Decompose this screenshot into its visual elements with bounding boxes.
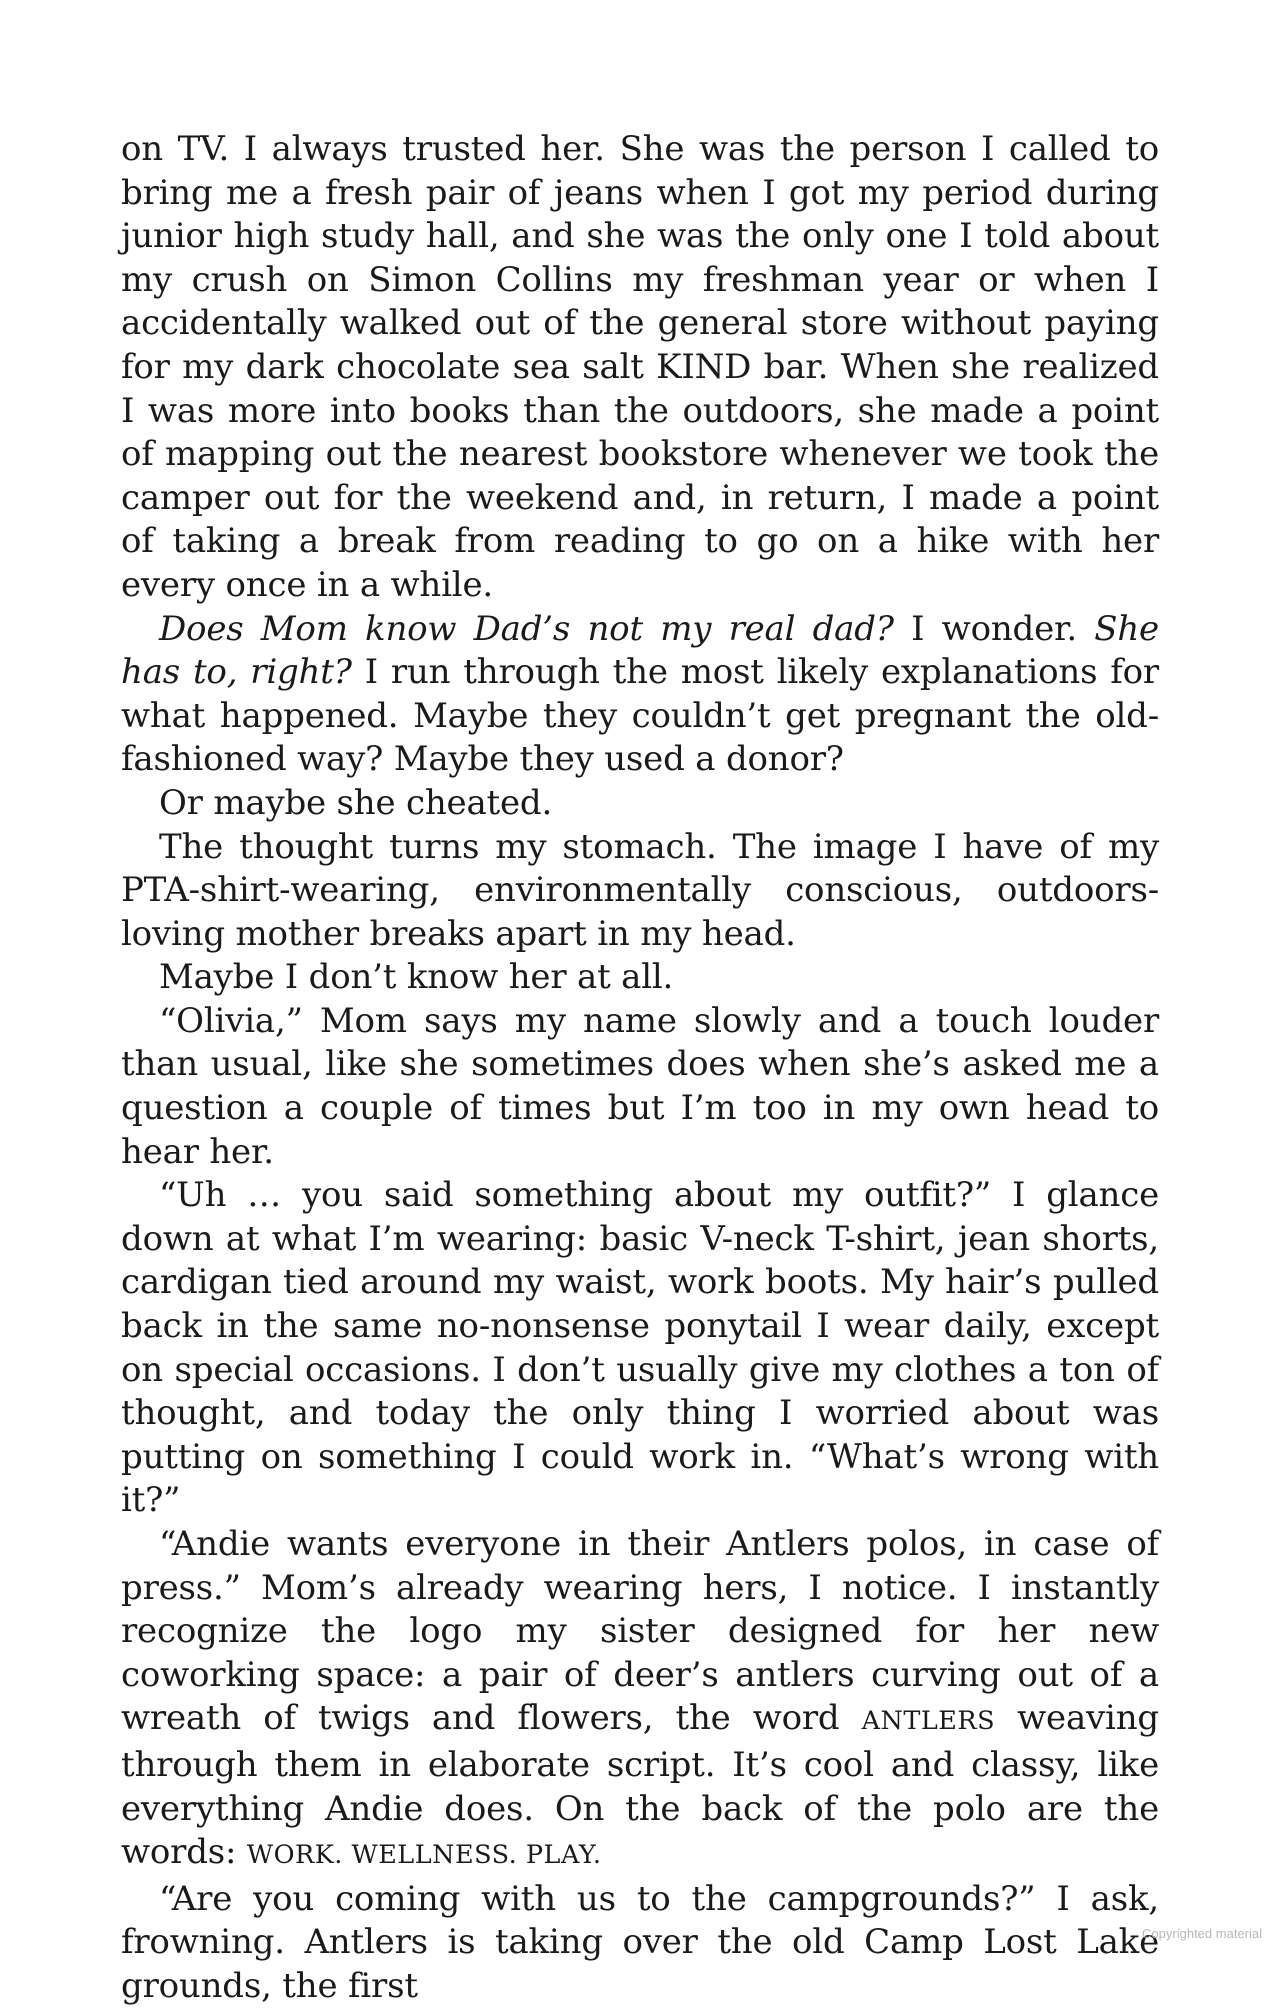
text-run: “Uh … you said something about my outfit?” I glance down at what I’m wearing: basic V-neck T-shirt, jean shorts, cardigan tied around my waist, work boots. My hair’s pulled back in the same no-nonsense ponytail I wear daily, except on special occasions. I don’t usually give my clothes a ton of thought, and today the only thing I worried about was putting on something I could work in. “What’s wrong with it?” [121,1175,1159,1521]
paragraph [121,608,1159,782]
text-run: on TV. I always trusted her. She was the person I called to bring me a fresh pair of jeans when I got my period during junior high study hall, and she was the only one I told about my crush on Simon Collins my freshman year or when I accidentally walked out of the general store without paying for my dark chocolate sea salt KIND bar. When she realized I was more into books than the outdoors, she made a point of mapping out the nearest bookstore whenever we took the camper out for the weekend and, in return, I made a point of taking a break from reading to go on a hike with her every once in a while. [121,129,1159,605]
text-run: “Olivia,” Mom says my name slowly and a touch louder than usual, like she sometimes does when she’s asked me a question a couple of times but I’m too in my own head to hear her. [121,1000,1159,1172]
text-run: weaving through them in elaborate script. It’s cool and classy, like everything Andie does. On the back of the polo are the words: [121,1698,1159,1873]
copyright-notice: Copyrighted material [1142,1926,1262,1941]
paragraph [121,956,1159,1000]
book-page-body [121,128,1159,2009]
italic-text-run: Does Mom know Dad’s not my real dad? [159,608,894,649]
smallcaps-text-run: WORK. WELLNESS. PLAY. [246,1840,602,1871]
paragraph [121,128,1159,608]
smallcaps-text-run: ANTLERS [861,1706,996,1737]
text-run: I wonder. [893,608,1095,649]
text-run: Maybe I don’t know her at all. [159,957,674,998]
paragraph [121,1878,1159,2009]
italic-text-run: She has to, right? [121,608,1159,693]
text-run: I run through the most likely explanations for what happened. Maybe they couldn’t get pregnant the old-fashioned way? Maybe they used a donor? [121,652,1159,780]
paragraph [121,782,1159,826]
text-run: The thought turns my stomach. The image I have of my PTA-shirt-wearing, environmentally conscious, outdoors-loving mother breaks apart in my head. [121,826,1159,954]
text-run: Or maybe she cheated. [159,782,553,823]
paragraph [121,1174,1159,1523]
paragraph [121,1523,1159,1878]
text-run: “Andie wants everyone in their Antlers polos, in case of press.” Mom’s already wearing hers, I notice. I instantly recognize the logo my sister designed for her new coworking space: a pair of deer’s antlers curving out of a wreath of twigs and flowers, the word [121,1524,1159,1739]
paragraph [121,1000,1159,1174]
paragraph [121,826,1159,957]
text-run: “Are you coming with us to the campgrounds?” I ask, frowning. Antlers is taking over the old Camp Lost Lake grounds, the first [121,1878,1159,2006]
